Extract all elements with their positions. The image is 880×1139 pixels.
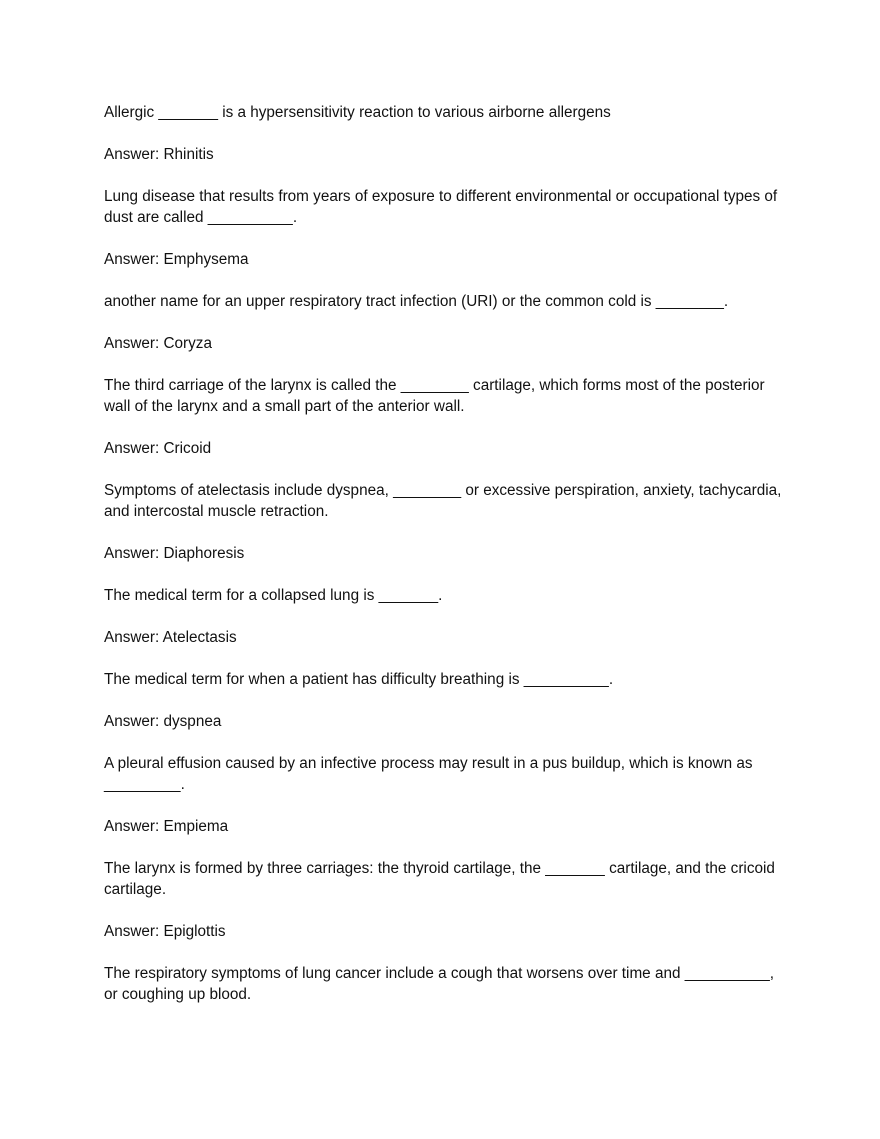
question-5: Symptoms of atelectasis include dyspnea, ________ or excessive perspiration, anxiety, tachycardia, and intercostal muscle retraction. bbox=[104, 482, 782, 520]
document-body bbox=[104, 102, 784, 1026]
answer-1: Answer: Rhinitis bbox=[104, 146, 214, 163]
question-7: The medical term for when a patient has difficulty breathing is __________. bbox=[104, 671, 614, 688]
answer-9: Answer: Epiglottis bbox=[104, 923, 226, 940]
question-9: The larynx is formed by three carriages: the thyroid cartilage, the _______ cartilage, and the cricoid cartilage. bbox=[104, 860, 775, 898]
answer-3: Answer: Coryza bbox=[104, 335, 212, 352]
answer-6: Answer: Atelectasis bbox=[104, 629, 237, 646]
answer-2: Answer: Emphysema bbox=[104, 251, 249, 268]
answer-5: Answer: Diaphoresis bbox=[104, 545, 245, 562]
question-10: The respiratory symptoms of lung cancer include a cough that worsens over time and __________, or coughing up blood. bbox=[104, 965, 775, 1003]
question-1: Allergic _______ is a hypersensitivity reaction to various airborne allergens bbox=[104, 104, 611, 121]
answer-7: Answer: dyspnea bbox=[104, 713, 222, 730]
answer-4: Answer: Cricoid bbox=[104, 440, 212, 457]
question-4: The third carriage of the larynx is called the ________ cartilage, which forms most of the posterior wall of the larynx and a small part of the anterior wall. bbox=[104, 377, 765, 415]
question-8: A pleural effusion caused by an infective process may result in a pus buildup, which is known as _________. bbox=[104, 755, 753, 793]
answer-8: Answer: Empiema bbox=[104, 818, 229, 835]
question-2: Lung disease that results from years of exposure to different environmental or occupational types of dust are called __________. bbox=[104, 188, 778, 226]
question-3: another name for an upper respiratory tract infection (URI) or the common cold is ________. bbox=[104, 293, 729, 310]
question-6: The medical term for a collapsed lung is _______. bbox=[104, 587, 443, 604]
